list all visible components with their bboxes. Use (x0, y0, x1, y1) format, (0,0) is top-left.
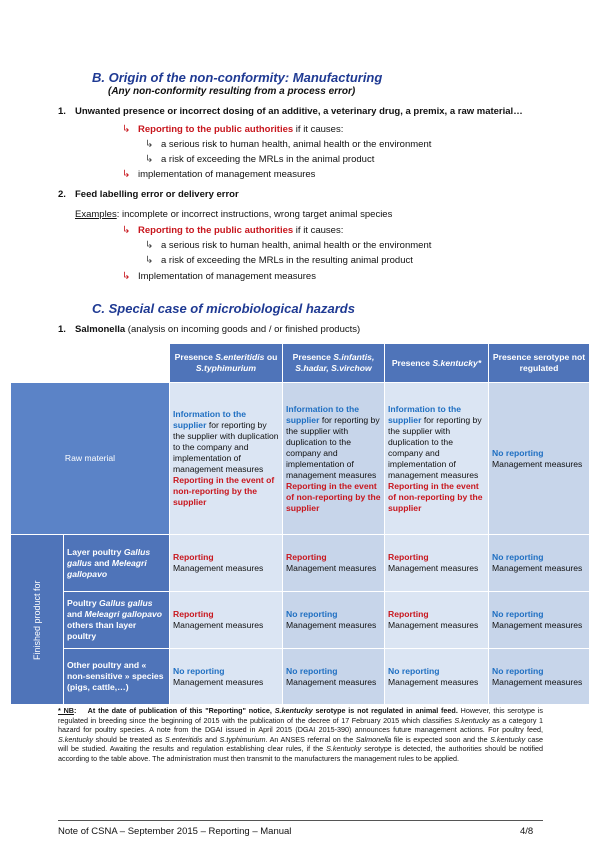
raw-cell-2 (283, 383, 385, 535)
measures-text: Management measures (173, 620, 264, 630)
header-col-3 (385, 344, 489, 383)
note-text: S.typhimurium (219, 734, 266, 744)
cell (489, 649, 590, 705)
item-2-risk-1 (145, 239, 431, 252)
salmonella-table (10, 343, 590, 705)
status-text: No reporting (388, 665, 440, 676)
cell (170, 649, 283, 705)
info-text: Information to the supplier (286, 403, 360, 425)
status-text: No reporting (286, 665, 338, 676)
corner-empty (11, 344, 64, 383)
label-text: others than layer poultry (67, 620, 137, 641)
section-c-item-1 (58, 323, 360, 336)
measures-text: Management measures (286, 676, 377, 687)
status-text: No reporting (173, 665, 225, 676)
status-text: Reporting (388, 609, 429, 619)
measures-text: Management measures (492, 563, 583, 573)
item-1-num: 1. (58, 106, 66, 117)
arrow-icon: ↳ (122, 271, 131, 282)
corner-empty (64, 344, 170, 383)
info-text: Information to the supplier (388, 403, 462, 425)
body-text: for reporting by the supplier with duplication to the company and implementation of management measures (286, 414, 380, 480)
note-text: S.kentucky (326, 744, 362, 753)
cell (283, 649, 385, 705)
arrow-icon: ↳ (145, 139, 154, 150)
label-text: and (67, 609, 85, 619)
label-text: Poultry (67, 598, 99, 608)
page-number: 4/8 (520, 826, 534, 837)
note-text: S.kentucky (58, 734, 94, 744)
status-text: No reporting (492, 609, 544, 619)
arrow-icon: ↳ (122, 225, 131, 236)
arrow-icon: ↳ (145, 240, 154, 251)
status-text: Reporting (388, 552, 429, 562)
cell (385, 649, 489, 705)
cell (170, 592, 283, 649)
finished-product-side (11, 535, 64, 705)
note-text: At the date of publication of this "Reporting" notice, (87, 706, 275, 715)
measures-text: Management measures (388, 676, 479, 687)
header-col-2 (283, 344, 385, 383)
measures-text: Management measures (492, 620, 583, 630)
row-label-poultry (64, 592, 170, 649)
cell (170, 535, 283, 592)
raw-cell-3 (385, 383, 489, 535)
status-text: Reporting (173, 552, 214, 562)
status-text: No reporting (492, 552, 544, 562)
arrow-icon: ↳ (145, 255, 154, 266)
label-text: Gallus gallus (99, 598, 153, 608)
item-2-num: 2. (58, 189, 66, 200)
item-2-examples (75, 208, 392, 221)
row-label-other: Other poultry and « non-sensitive » species (pigs, cattle,…) (64, 649, 170, 705)
risk-text: a risk of exceeding the MRLs in the resulting animal product (161, 255, 413, 266)
header-text: Presence (174, 352, 216, 362)
cell (283, 535, 385, 592)
cell (489, 535, 590, 592)
item-1-implementation (122, 168, 315, 181)
reporting-text: Reporting in the event of non-reporting by the supplier (173, 475, 275, 507)
header-col-1 (170, 344, 283, 383)
measures-text: Management measures (492, 458, 583, 469)
cell (385, 592, 489, 649)
measures-text: Management measures (286, 563, 377, 573)
reporting-text: Reporting in the event of non-reporting by the supplier (388, 480, 483, 513)
note-text: file is expected soon and the (391, 734, 491, 744)
measures-text: Management measures (286, 620, 377, 630)
header-text: S.kentucky* (432, 357, 482, 368)
header-text: S.typhimurium (195, 363, 257, 373)
measures-text: Management measures (388, 563, 479, 573)
header-text: ou (264, 352, 278, 362)
note-text: serotype is not regulated in animal feed. (312, 706, 458, 715)
cell (283, 592, 385, 649)
item-1-risk-1 (145, 138, 431, 151)
note-text: : (74, 706, 77, 715)
info-text: Information to the supplier (173, 409, 247, 430)
status-text: No reporting (492, 665, 544, 676)
measures-text: Management measures (492, 676, 583, 687)
section-c-title: C. Special case of microbiological hazards (92, 301, 355, 316)
status-text: No reporting (286, 609, 338, 619)
salmonella-label: Salmonella (75, 324, 126, 335)
note-text: and (202, 734, 220, 744)
footer-rule (58, 820, 543, 821)
header-text: S.enteritidis (215, 352, 265, 362)
note-text: serotype is detected, the authorities should be notified according to the table above. The administration must then transmit to the manufacturers the management rules to be applied. (58, 744, 544, 763)
header-text: Presence (391, 357, 433, 368)
nb-label: * NB (58, 706, 74, 715)
cell (385, 535, 489, 592)
section-b-subtitle: (Any non-conformity resulting from a process error) (108, 86, 356, 97)
note-text: S.kentucky (490, 734, 526, 744)
measures-text: Management measures (388, 620, 479, 630)
item-1-reporting-line (122, 123, 343, 136)
note-text: S.kentucky (274, 706, 313, 715)
cell (489, 592, 590, 649)
header-col-4: Presence serotype not regulated (489, 344, 590, 383)
item-2-risk-2 (145, 254, 413, 267)
section-b-title: B. Origin of the non-conformity: Manufacturing (92, 70, 383, 85)
label-text: and (91, 557, 112, 568)
reporting-label: Reporting to the public authorities (138, 225, 294, 236)
note-text: should be treated as (93, 734, 165, 744)
reporting-text: Reporting in the event of non-reporting by the supplier (286, 480, 381, 513)
item-2-text: Feed labelling error or delivery error (75, 189, 239, 200)
salmonella-rest: (analysis on incoming goods and / or finished products) (125, 324, 361, 335)
note-text: S.enteritidis (164, 734, 203, 744)
footer-left: Note of CSNA – September 2015 – Reporting – Manual (58, 826, 292, 837)
item-1-risk-2 (145, 153, 374, 166)
risk-text: a serious risk to human health, animal health or the environment (161, 139, 432, 150)
arrow-icon: ↳ (145, 154, 154, 165)
examples-label: Examples (75, 209, 117, 220)
status-text: No reporting (492, 447, 544, 458)
label-text: Meleagri gallopavo (84, 609, 163, 619)
raw-material-label: Raw material (11, 383, 170, 535)
body-text: for reporting by the supplier with duplication to the company and implementation of management measures (388, 414, 482, 480)
item-2-implementation (122, 270, 316, 283)
status-text: Reporting (286, 552, 327, 562)
body-text: for reporting by the supplier with duplication to the company and implementation of management measures (173, 420, 279, 474)
row-label-layer (64, 535, 170, 592)
kentucky-note (58, 706, 543, 763)
note-text: S.kentucky (454, 715, 490, 725)
note-text: as a category 1 hazard for poultry species. A note from the DGAI issued in April 2015 (DGAI 2015-390) announces future management actions. For poultry feed, (58, 715, 543, 734)
side-label: Finished product for (31, 579, 42, 660)
measures-text: Management measures (173, 563, 264, 573)
header-text: S.infantis, S.hadar, S.virchow (295, 352, 375, 373)
item-num: 1. (58, 324, 66, 335)
if-causes-text: if it causes: (293, 225, 344, 236)
implementation-text: Implementation of management measures (138, 271, 316, 282)
arrow-icon: ↳ (122, 169, 131, 180)
label-text: Layer poultry (67, 546, 124, 557)
if-causes-text: if it causes: (293, 124, 344, 135)
header-text: Presence (292, 352, 334, 362)
note-text: However, this serotype is regulated in breeding since the beginning of 2015 with the publication of the decree of 17 February 2015 which classifies (58, 706, 543, 725)
label-text: Meleagri gallopavo (67, 557, 147, 579)
measures-text: Management measures (173, 676, 264, 687)
note-text: case will be studied. Awaiting the results and regulation establishing clear rules, if the (58, 734, 543, 753)
examples-text: : incomplete or incorrect instructions, wrong target animal species (116, 209, 393, 220)
status-text: Reporting (173, 609, 214, 619)
note-text: . An ANSES referral on the (265, 734, 356, 744)
arrow-icon: ↳ (122, 124, 131, 135)
label-text: Gallus gallus (67, 546, 151, 568)
raw-cell-4 (489, 383, 590, 535)
note-text: Salmonella (355, 734, 392, 744)
item-2-reporting-line (122, 224, 343, 237)
reporting-label: Reporting to the public authorities (138, 124, 294, 135)
risk-text: a risk of exceeding the MRLs in the animal product (161, 154, 375, 165)
item-1-text: Unwanted presence or incorrect dosing of an additive, a veterinary drug, a premix, a raw material… (75, 106, 523, 117)
risk-text: a serious risk to human health, animal health or the environment (161, 240, 432, 251)
implementation-text: implementation of management measures (138, 169, 316, 180)
raw-cell-1 (170, 383, 283, 535)
